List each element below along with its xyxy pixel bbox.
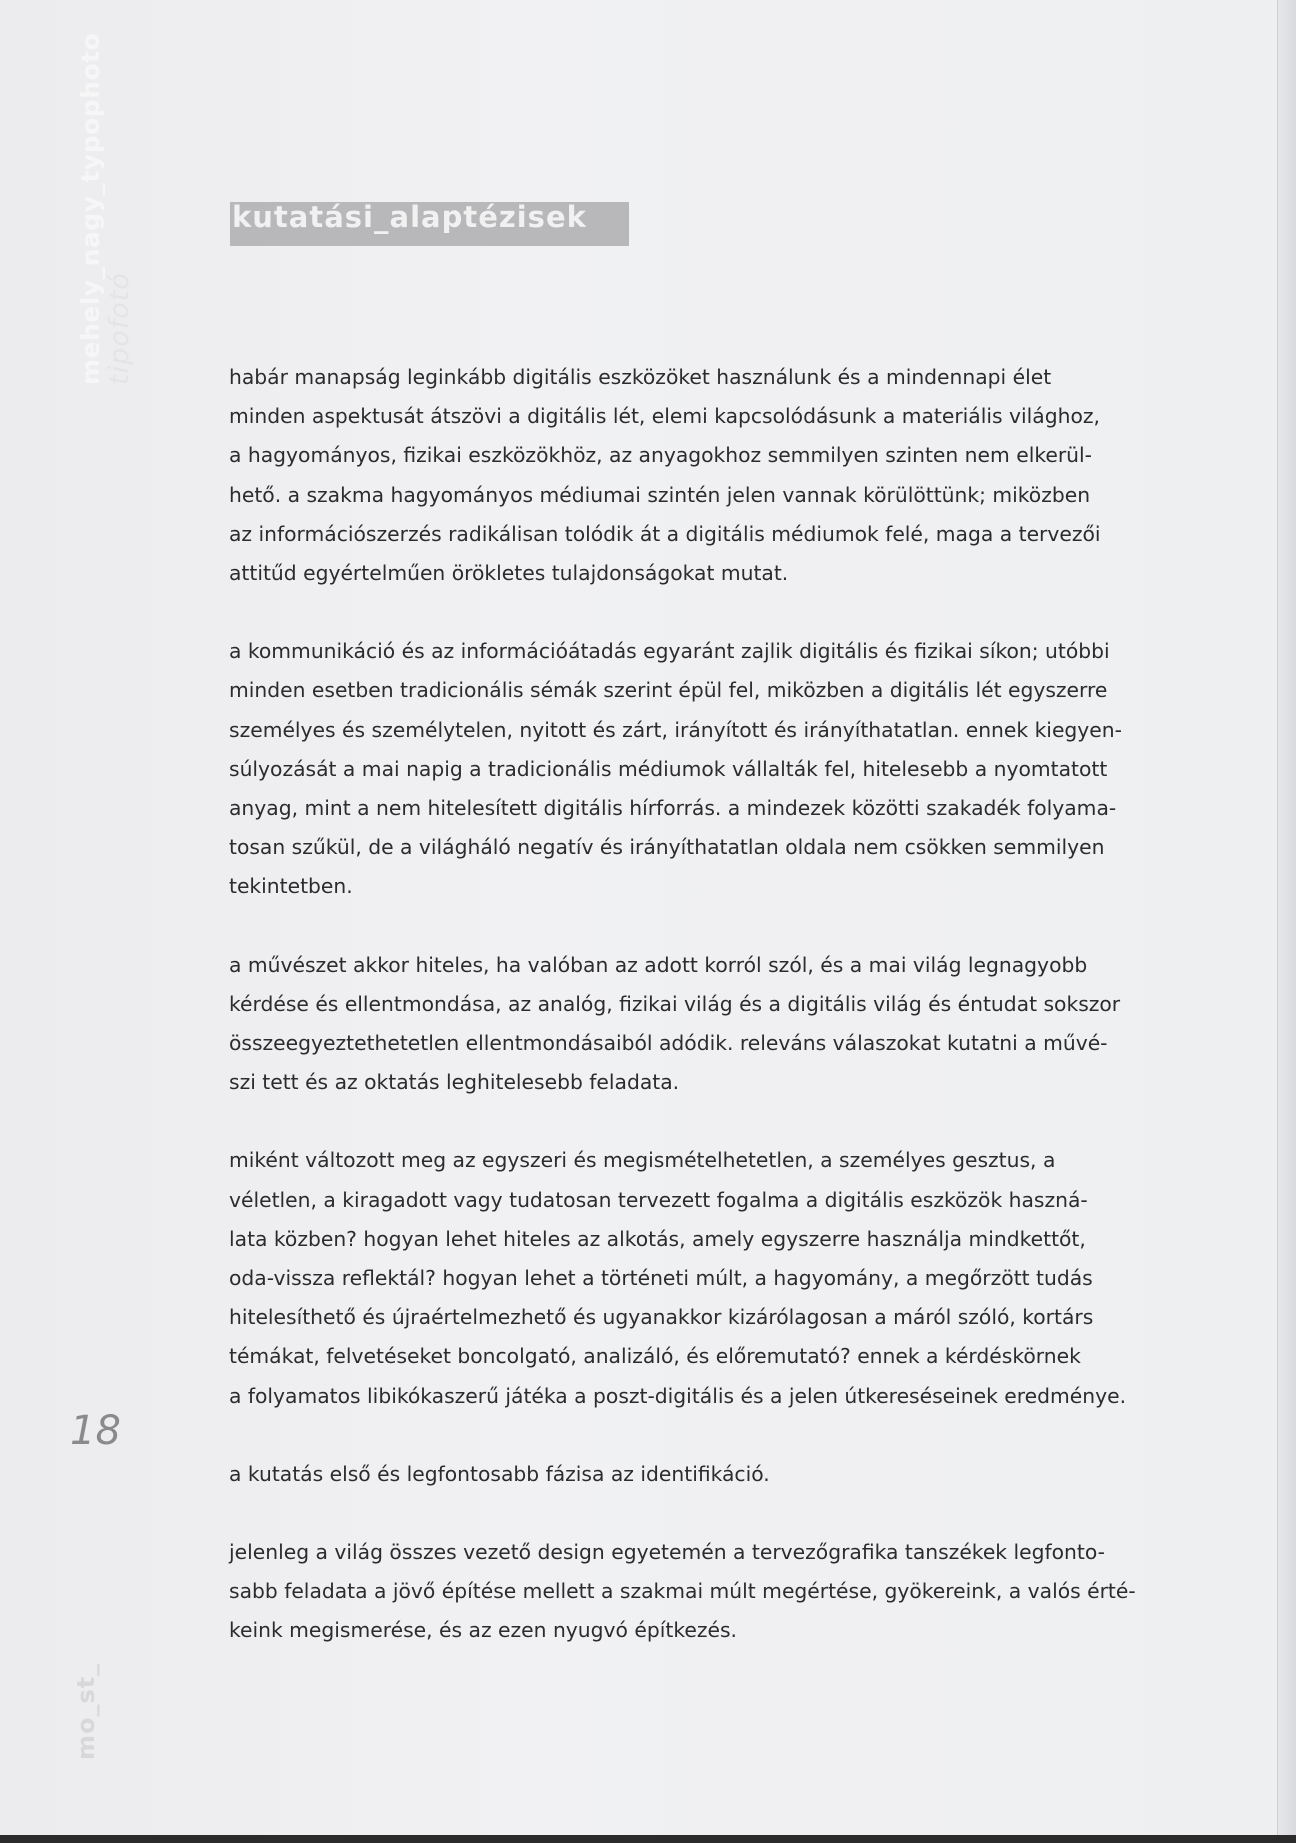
page-number: 18 bbox=[70, 1408, 121, 1454]
paragraph bbox=[229, 358, 1189, 593]
text-line: attitűd egyértelműen örökletes tulajdonságokat mutat. bbox=[229, 561, 789, 586]
text-line: témákat, felvetéseket boncolgató, analizáló, és előremutató? ennek a kérdéskörnek bbox=[229, 1344, 1081, 1369]
text-line: összeegyeztethetetlen ellentmondásaiból adódik. releváns válaszokat kutatni a művé- bbox=[229, 1031, 1108, 1056]
page-spine-edge bbox=[1277, 0, 1296, 1843]
text-line: sabb feladata a jövő építése mellett a szakmai múlt megértése, gyökereink, a valós érté- bbox=[229, 1579, 1136, 1604]
text-line: anyag, mint a nem hitelesített digitális hírforrás. a mindezek közötti szakadék folyama- bbox=[229, 796, 1117, 821]
body-text bbox=[229, 358, 1189, 1690]
text-line: hető. a szakma hagyományos médiumai szintén jelen vannak körülöttünk; miközben bbox=[229, 482, 1091, 507]
text-line: személyes és személytelen, nyitott és zárt, irányított és irányíthatatlan. ennek kiegyen- bbox=[229, 717, 1122, 742]
text-line: lata közben? hogyan lehet hiteles az alkotás, amely egyszerre használja mindkettőt, bbox=[229, 1226, 1086, 1251]
text-line: súlyozását a mai napig a tradicionális médiumok vállalták fel, hitelesebb a nyomtatott bbox=[229, 756, 1108, 781]
text-line: szi tett és az oktatás leghitelesebb feladata. bbox=[229, 1070, 680, 1095]
text-line: hitelesíthető és újraértelmezhető és ugyanakkor kizárólagosan a máról szóló, kortárs bbox=[229, 1305, 1094, 1330]
text-line: kérdése és ellentmondása, az analóg, fizikai világ és a digitális világ és éntudat sokszor bbox=[229, 991, 1121, 1016]
text-line: a hagyományos, fizikai eszközökhöz, az anyagokhoz semmilyen szinten nem elkerül- bbox=[229, 443, 1092, 468]
text-line: az információszerzés radikálisan tolódik át a digitális médiumok felé, maga a tervezői bbox=[229, 521, 1101, 546]
section-heading-text: kutatási_alaptézisek bbox=[232, 200, 587, 234]
paragraph bbox=[229, 1455, 1189, 1494]
vertical-running-title: mehely_nagy_typophoto bbox=[76, 32, 105, 385]
page-bottom-edge bbox=[0, 1835, 1296, 1843]
text-line: minden aspektusát átszövi a digitális lét, elemi kapcsolódásunk a materiális világhoz, bbox=[229, 404, 1100, 429]
text-line: a kommunikáció és az információátadás egyaránt zajlik digitális és fizikai síkon; utóbbi bbox=[229, 639, 1110, 664]
text-line: jelenleg a világ összes vezető design egyetemén a tervezőgrafika tanszékek legfonto- bbox=[229, 1540, 1105, 1565]
paragraph bbox=[229, 1141, 1189, 1415]
text-line: tekintetben. bbox=[229, 874, 353, 899]
text-line: a kutatás első és legfontosabb fázisa az identifikáció. bbox=[229, 1461, 770, 1486]
text-line: keink megismerése, és az ezen nyugvó építkezés. bbox=[229, 1618, 737, 1643]
paragraph bbox=[229, 946, 1189, 1103]
section-heading bbox=[230, 202, 629, 246]
text-line: tosan szűkül, de a világháló negatív és irányíthatatlan oldala nem csökken semmilyen bbox=[229, 835, 1105, 860]
text-line: miként változott meg az egyszeri és megismételhetetlen, a személyes gesztus, a bbox=[229, 1148, 1056, 1173]
paragraph bbox=[229, 632, 1189, 906]
text-line: a művészet akkor hiteles, ha valóban az adott korról szól, és a mai világ legnagyobb bbox=[229, 952, 1088, 977]
text-line: véletlen, a kiragadott vagy tudatosan tervezett fogalma a digitális eszközök haszná- bbox=[229, 1187, 1088, 1212]
paragraph bbox=[229, 1533, 1189, 1651]
text-line: a folyamatos libikókaszerű játéka a poszt-digitális és a jelen útkereséseinek eredménye. bbox=[229, 1383, 1127, 1408]
text-line: habár manapság leginkább digitális eszközöket használunk és a mindennapi élet bbox=[229, 365, 1052, 389]
text-line: minden esetben tradicionális sémák szerint épül fel, miközben a digitális lét egyszerre bbox=[229, 678, 1108, 703]
vertical-running-subtitle: tipofotó bbox=[104, 272, 135, 385]
text-line: oda-vissza reflektál? hogyan lehet a történeti múlt, a hagyomány, a megőrzött tudás bbox=[229, 1266, 1093, 1291]
vertical-footer-mark: mo_st_ bbox=[72, 1662, 100, 1760]
